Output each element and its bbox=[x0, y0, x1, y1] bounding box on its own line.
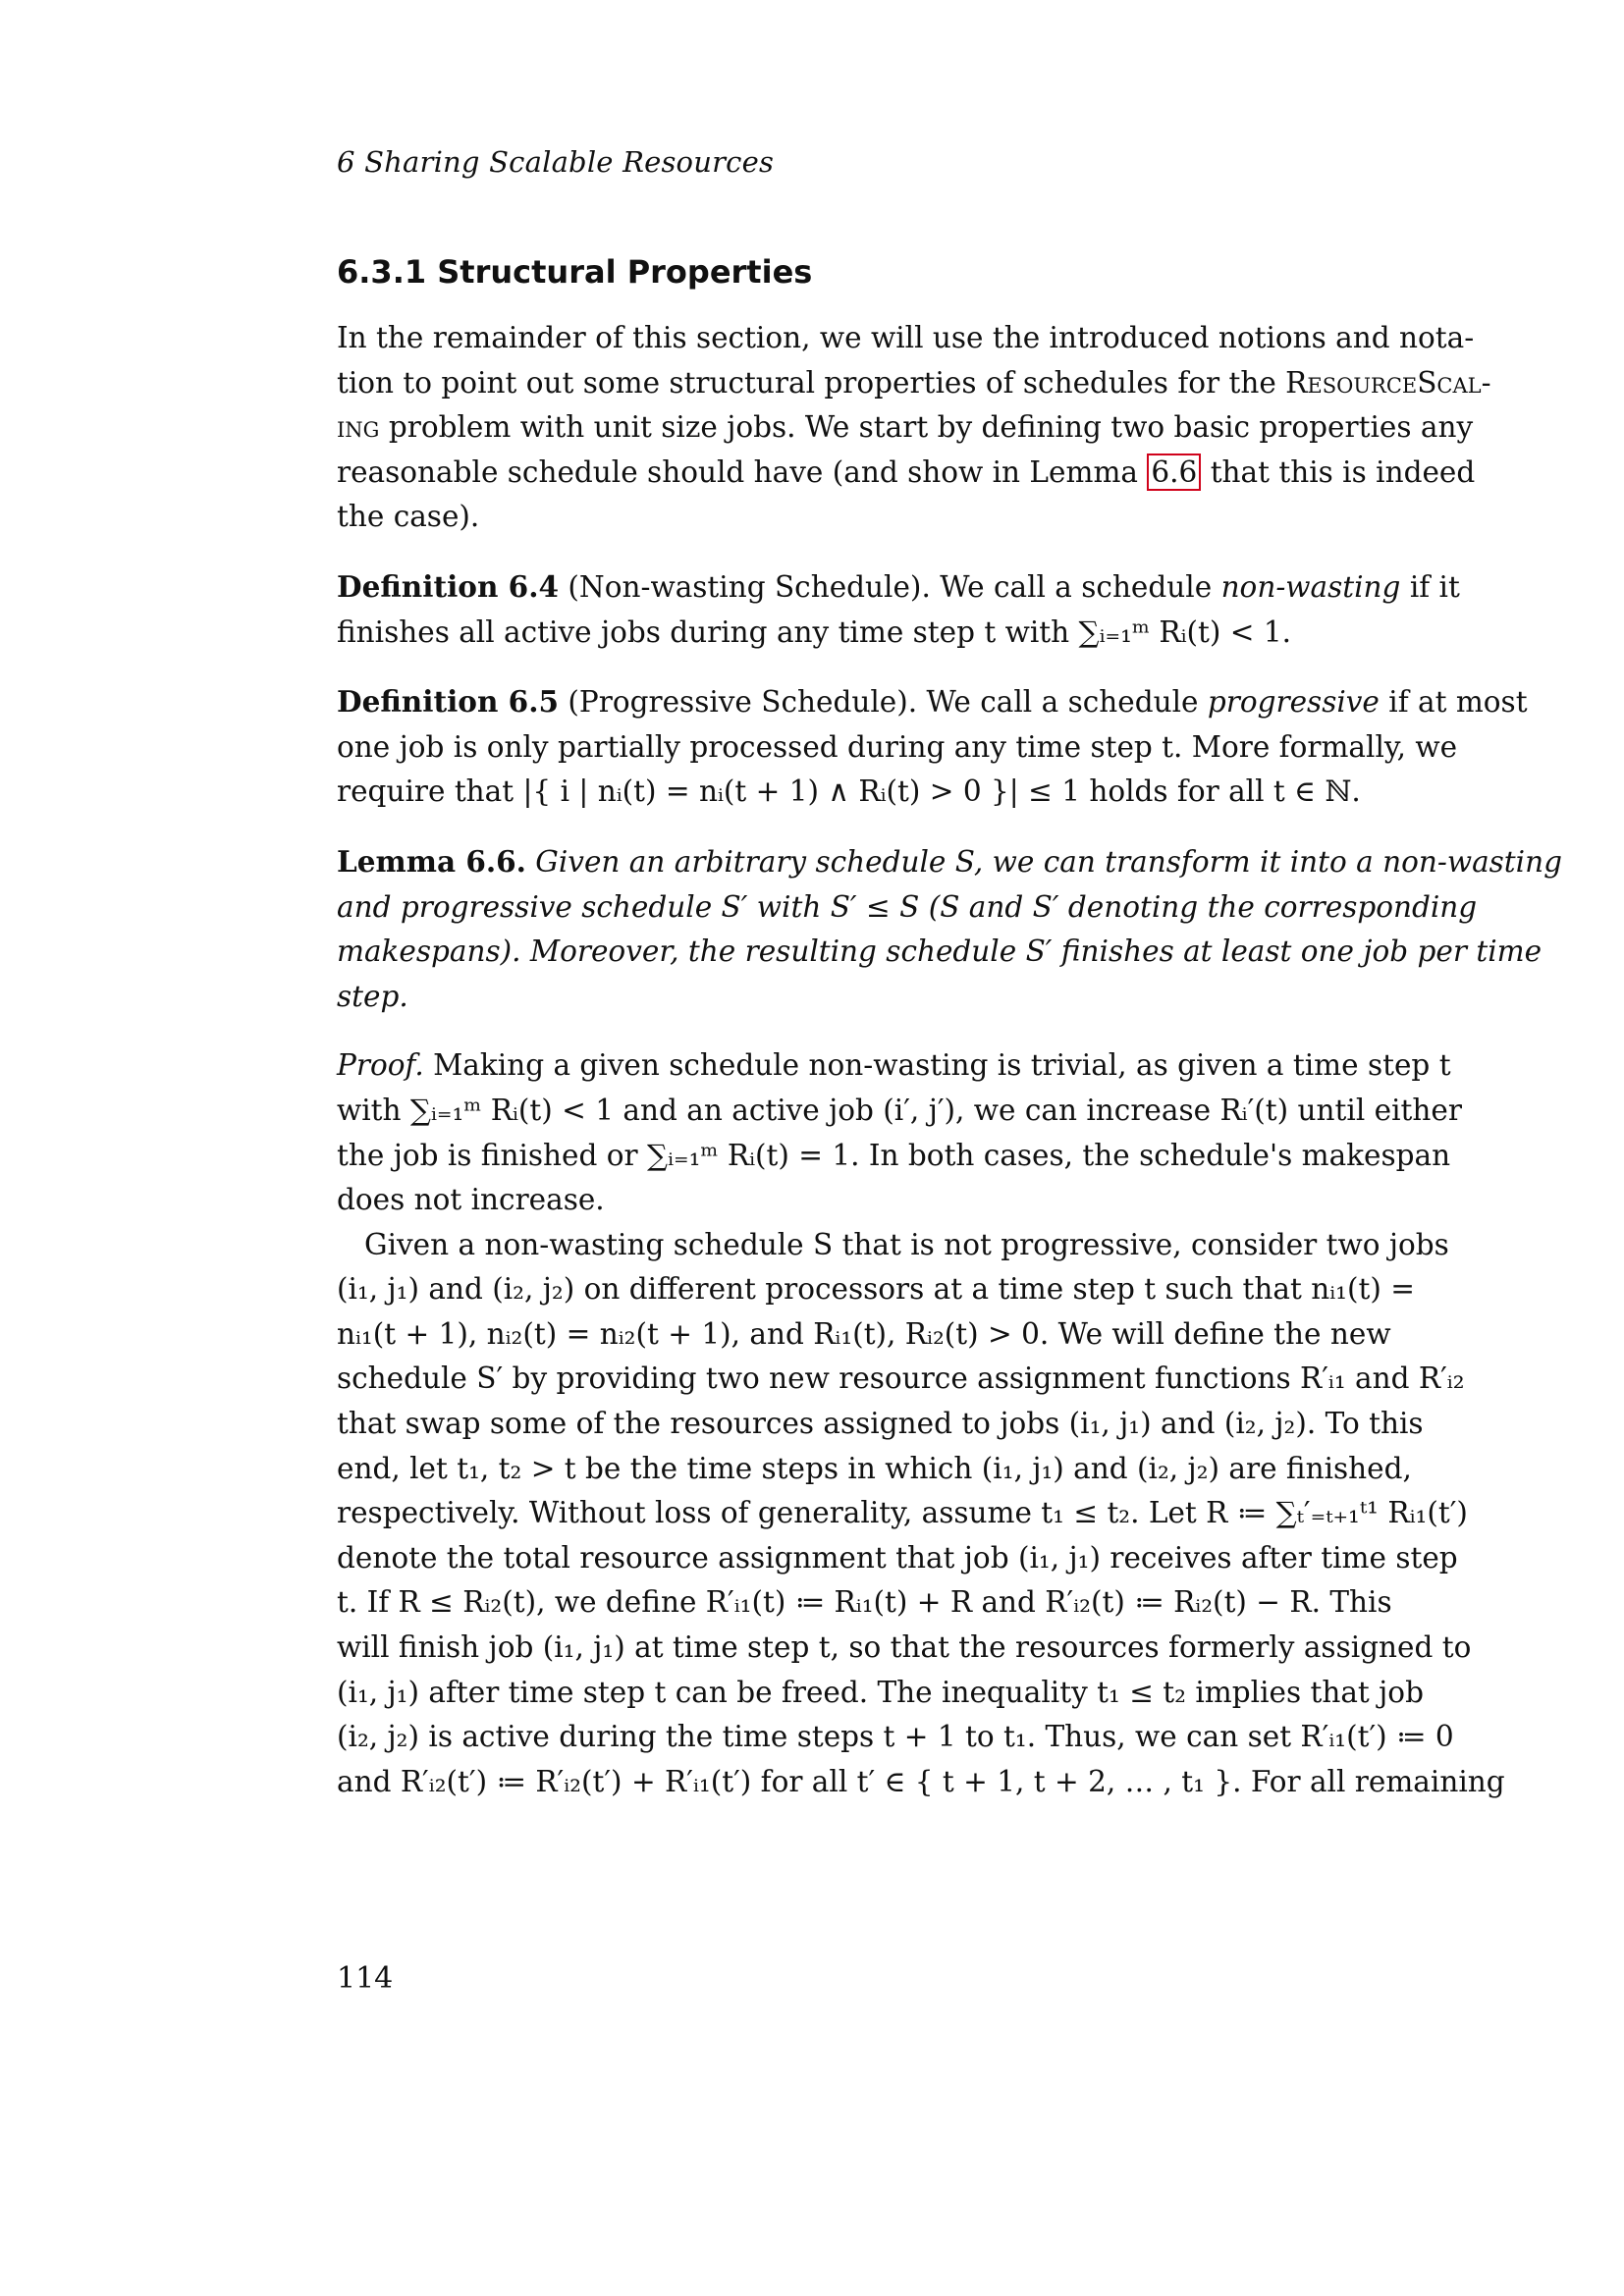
text-span: Given an arbitrary schedule S, we can transform it into a non-wasting bbox=[525, 844, 1562, 879]
text-line bbox=[337, 679, 1528, 725]
text-span: that this is indeed bbox=[1201, 454, 1476, 489]
text-line: require that |{ i | nᵢ(t) = nᵢ(t + 1) ∧ Rᵢ(t) > 0 }| ≤ 1 holds for all t ∈ ℕ. bbox=[337, 774, 1361, 809]
text-line: denote the total resource assignment that job (i₁, j₁) receives after time step bbox=[337, 1540, 1458, 1575]
definition-6-5 bbox=[337, 679, 1528, 815]
definition-name: (Non-wasting Schedule). bbox=[559, 569, 931, 604]
lemma-label: Lemma 6.6. bbox=[337, 843, 526, 879]
text-line: (i₂, j₂) is active during the time steps t + 1 to t₁. Thus, we can set R′ᵢ₁(t′) ≔ 0 bbox=[337, 1720, 1454, 1754]
running-head: 6 Sharing Scalable Resources bbox=[337, 145, 775, 179]
text-span: problem with unit size jobs. We start by defining two basic properties any bbox=[379, 410, 1474, 445]
text-line: finishes all active jobs during any time step t with ∑ᵢ₌₁ᵐ Rᵢ(t) < 1. bbox=[337, 614, 1292, 649]
text-line: step. bbox=[337, 979, 408, 1013]
section-title: 6.3.1 Structural Properties bbox=[337, 253, 813, 291]
text-line: In the remainder of this section, we will use the introduced notions and nota- bbox=[337, 321, 1475, 354]
text-line: and progressive schedule S′ with S′ ≤ S (S and S′ denoting the corresponding bbox=[337, 889, 1478, 924]
text-line: (i₁, j₁) and (i₂, j₂) on different processors at a time step t such that nᵢ₁(t) = bbox=[337, 1272, 1415, 1307]
text-line: that swap some of the resources assigned to jobs (i₁, j₁) and (i₂, j₂). To this bbox=[337, 1407, 1424, 1441]
problem-name-cont: ing bbox=[337, 410, 380, 445]
intro-paragraph bbox=[337, 316, 1491, 540]
text-line: end, let t₁, t₂ > t be the time steps in which (i₁, j₁) and (i₂, j₂) are finished, bbox=[337, 1451, 1412, 1485]
text-line bbox=[337, 405, 1474, 451]
body-text bbox=[337, 316, 1562, 1804]
text-span: tion to point out some structural properties of schedules for the bbox=[337, 365, 1286, 400]
text-line: schedule S′ by providing two new resource assignment functions R′ᵢ₁ and R′ᵢ₂ bbox=[337, 1362, 1465, 1396]
text-line: the case). bbox=[337, 500, 480, 534]
text-line bbox=[337, 564, 1460, 611]
text-line: t. If R ≤ Rᵢ₂(t), we define R′ᵢ₁(t) ≔ Rᵢ₁(t) + R and R′ᵢ₂(t) ≔ Rᵢ₂(t) − R. This bbox=[337, 1585, 1392, 1620]
lemma-6-6 bbox=[337, 839, 1562, 1019]
proof-label: Proof. bbox=[337, 1048, 424, 1083]
problem-name: ResourceScal- bbox=[1285, 365, 1491, 400]
text-span: if at most bbox=[1379, 685, 1528, 720]
text-span: We call a schedule bbox=[930, 569, 1221, 604]
text-line bbox=[337, 1043, 1451, 1089]
definition-6-4 bbox=[337, 564, 1460, 655]
text-line: makespans). Moreover, the resulting schedule S′ finishes at least one job per time bbox=[337, 934, 1543, 969]
text-line: (i₁, j₁) after time step t can be freed. The inequality t₁ ≤ t₂ implies that job bbox=[337, 1675, 1424, 1709]
defined-term: progressive bbox=[1207, 685, 1380, 720]
text-line: Given a non-wasting schedule S that is not progressive, consider two jobs bbox=[364, 1227, 1449, 1261]
lemma-reference-link[interactable]: 6.6 bbox=[1147, 454, 1201, 491]
text-line: does not increase. bbox=[337, 1183, 605, 1217]
text-line: with ∑ᵢ₌₁ᵐ Rᵢ(t) < 1 and an active job (i′, j′), we can increase Rᵢ′(t) until either bbox=[337, 1093, 1462, 1127]
text-span: We call a schedule bbox=[917, 685, 1208, 720]
text-line: will finish job (i₁, j₁) at time step t, so that the resources formerly assigned to bbox=[337, 1630, 1472, 1665]
proof bbox=[337, 1043, 1505, 1804]
text-line: the job is finished or ∑ᵢ₌₁ᵐ Rᵢ(t) = 1. In both cases, the schedule's makespan bbox=[337, 1138, 1451, 1172]
text-line bbox=[337, 361, 1491, 406]
text-line bbox=[337, 839, 1562, 885]
defined-term: non-wasting bbox=[1220, 569, 1401, 604]
definition-label: Definition 6.4 bbox=[337, 568, 560, 604]
text-line: nᵢ₁(t + 1), nᵢ₂(t) = nᵢ₂(t + 1), and Rᵢ₁(t), Rᵢ₂(t) > 0. We will define the new bbox=[337, 1316, 1391, 1351]
text-line: and R′ᵢ₂(t′) ≔ R′ᵢ₂(t′) + R′ᵢ₁(t′) for all t′ ∈ { t + 1, t + 2, … , t₁ }. For all remaining bbox=[337, 1764, 1505, 1798]
text-span: if it bbox=[1400, 569, 1460, 604]
text-span: Making a given schedule non-wasting is trivial, as given a time step t bbox=[423, 1048, 1451, 1083]
text-span: reasonable schedule should have (and show in Lemma bbox=[337, 454, 1148, 489]
text-line: one job is only partially processed during any time step t. More formally, we bbox=[337, 729, 1458, 764]
text-line: respectively. Without loss of generality, assume t₁ ≤ t₂. Let R ≔ ∑ₜ′₌ₜ₊₁ᵗ¹ Rᵢ₁(t′) bbox=[337, 1496, 1468, 1530]
page-number: 114 bbox=[337, 1961, 394, 1996]
text-line bbox=[337, 451, 1476, 496]
definition-name: (Progressive Schedule). bbox=[559, 685, 918, 720]
definition-label: Definition 6.5 bbox=[337, 684, 560, 720]
